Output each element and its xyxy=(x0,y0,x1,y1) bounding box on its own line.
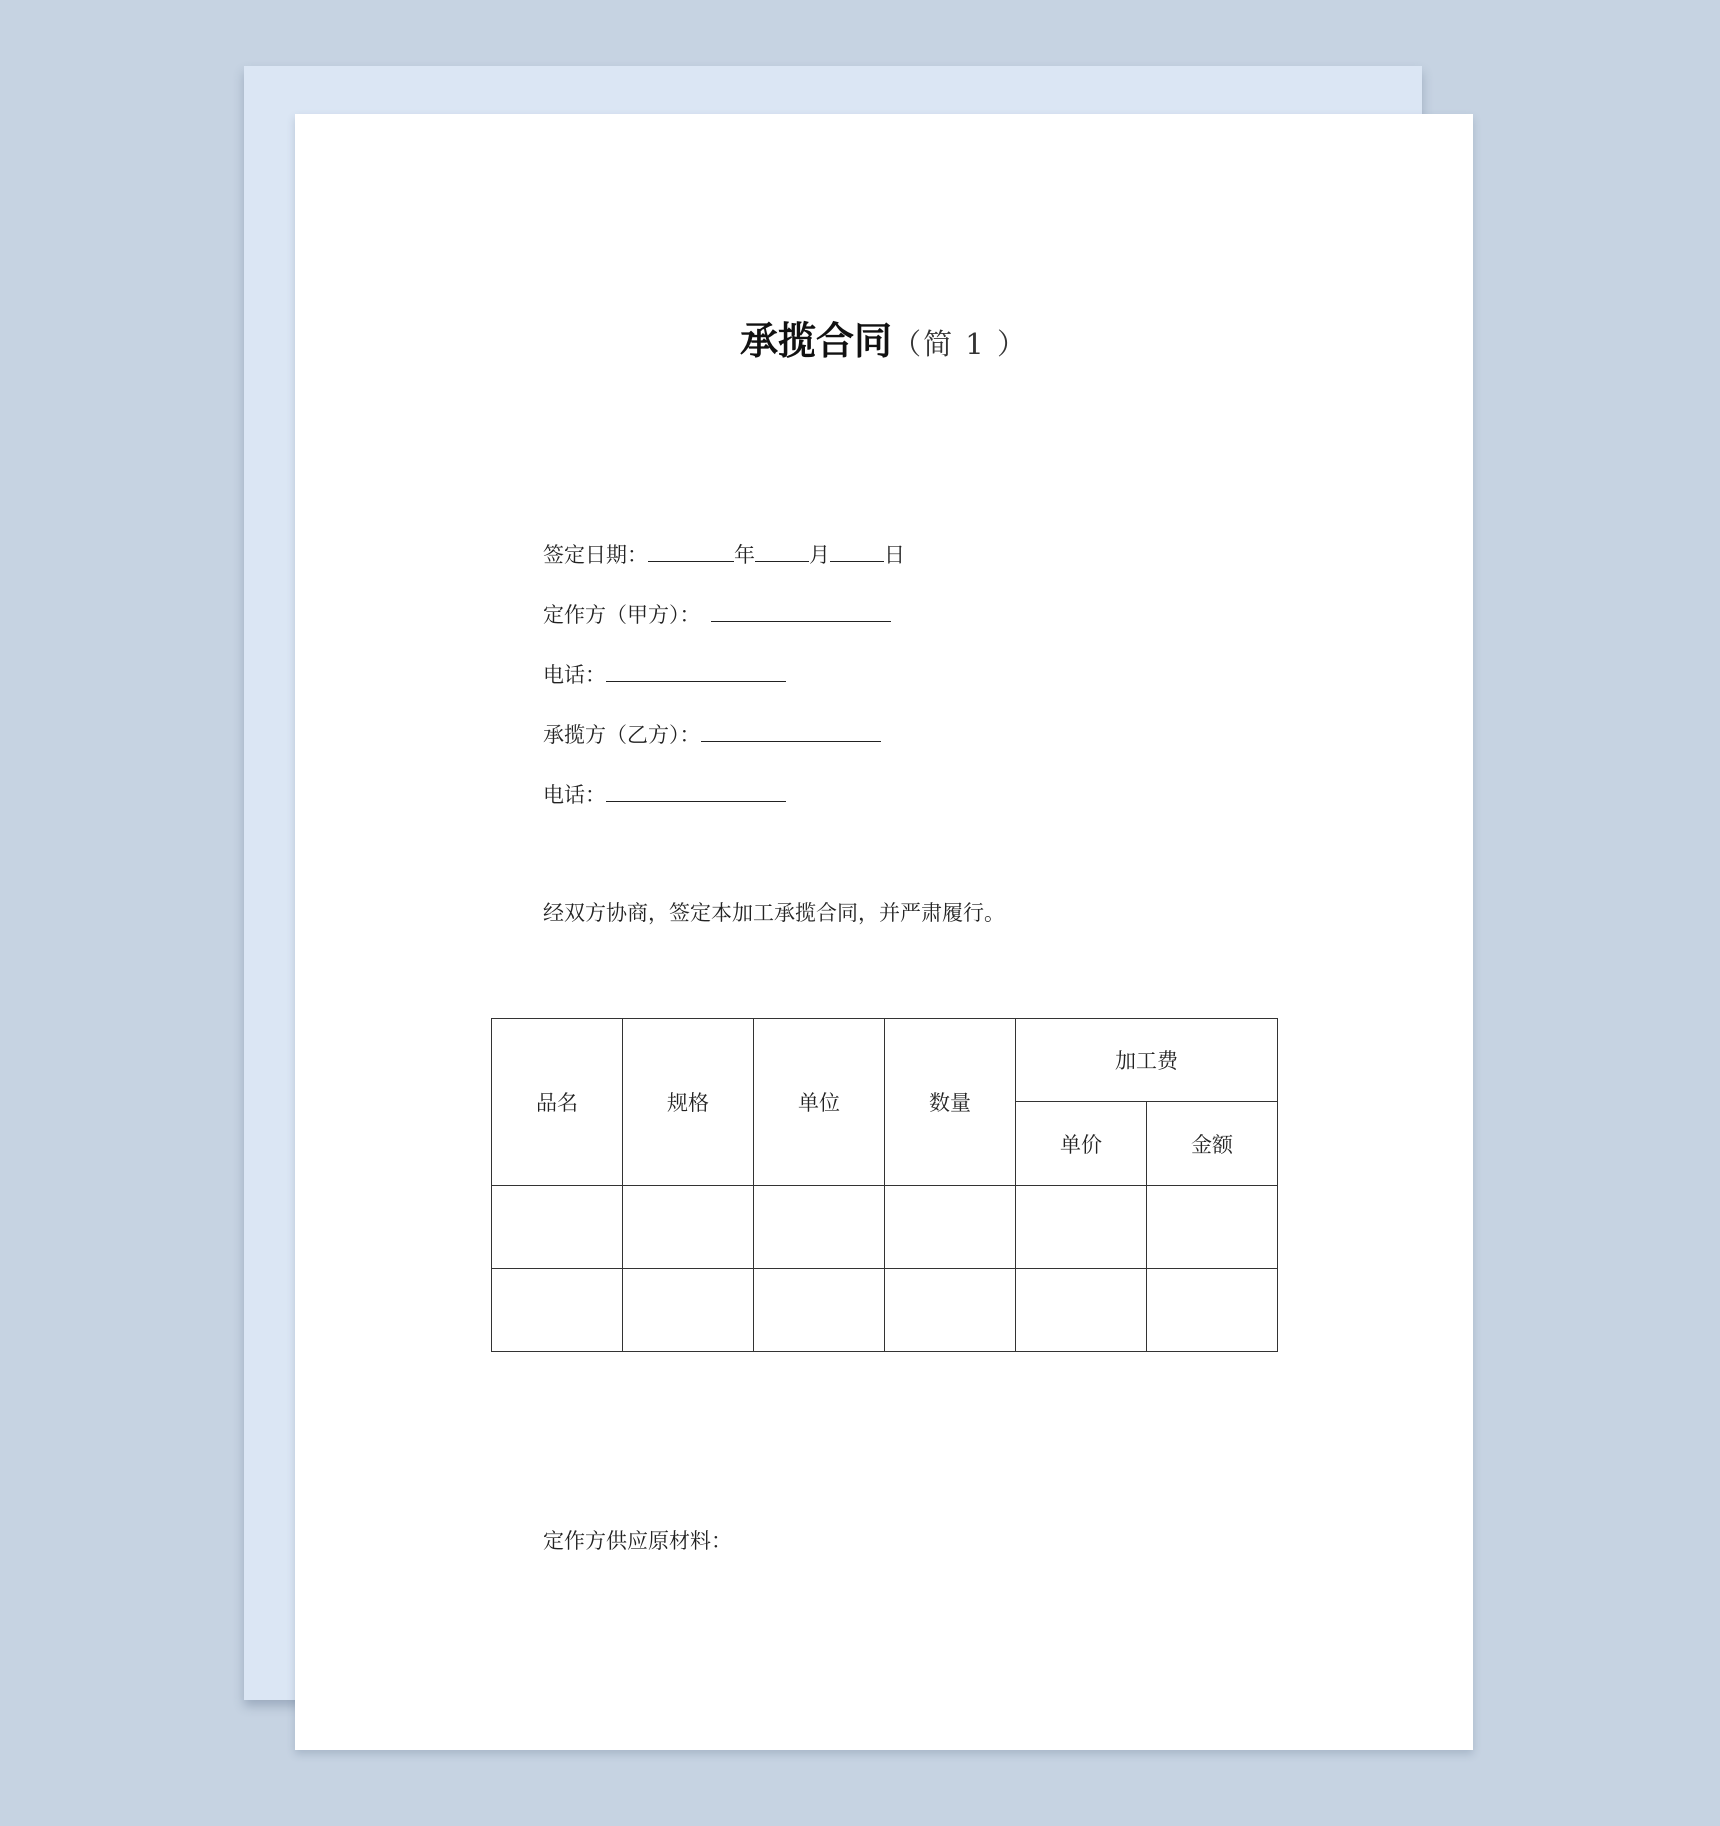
table-header-row xyxy=(492,1019,1278,1102)
header-amount: 金额 xyxy=(1147,1102,1278,1186)
year-label: 年 xyxy=(734,543,755,567)
party-b-phone-blank[interactable] xyxy=(606,779,786,802)
table-cell[interactable] xyxy=(492,1186,623,1269)
header-quantity: 数量 xyxy=(885,1019,1016,1186)
table-cell[interactable] xyxy=(492,1269,623,1352)
document-page xyxy=(295,114,1473,1750)
table-row xyxy=(492,1186,1278,1269)
table-cell[interactable] xyxy=(885,1186,1016,1269)
party-a-blank[interactable] xyxy=(711,599,891,622)
title-sub: （简 1 ） xyxy=(892,327,1028,361)
table-cell[interactable] xyxy=(623,1186,754,1269)
sign-date-label: 签定日期： xyxy=(543,543,648,567)
party-b-label: 承揽方（乙方）： xyxy=(543,723,701,747)
party-b-phone-line xyxy=(543,779,786,809)
table-cell[interactable] xyxy=(1016,1269,1147,1352)
table-cell[interactable] xyxy=(1016,1186,1147,1269)
table-cell[interactable] xyxy=(754,1186,885,1269)
party-a-line xyxy=(543,599,891,629)
title-main: 承揽合同 xyxy=(740,319,893,363)
party-a-phone-blank[interactable] xyxy=(606,659,786,682)
party-b-phone-label: 电话： xyxy=(543,783,606,807)
party-b-line xyxy=(543,719,881,749)
party-a-phone-label: 电话： xyxy=(543,663,606,687)
document-title xyxy=(295,310,1473,365)
party-a-phone-line xyxy=(543,659,786,689)
table-cell[interactable] xyxy=(885,1269,1016,1352)
header-unit: 单位 xyxy=(754,1019,885,1186)
month-label: 月 xyxy=(809,543,830,567)
party-b-blank[interactable] xyxy=(701,719,881,742)
header-processing-fee: 加工费 xyxy=(1016,1019,1278,1102)
materials-label: 定作方供应原材料： xyxy=(543,1529,732,1553)
header-unit-price: 单价 xyxy=(1016,1102,1147,1186)
sign-date-line xyxy=(543,539,905,569)
contract-table xyxy=(491,1018,1278,1352)
day-blank[interactable] xyxy=(830,539,884,562)
header-product-name: 品名 xyxy=(492,1019,623,1186)
table-cell[interactable] xyxy=(623,1269,754,1352)
party-a-label: 定作方（甲方）： xyxy=(543,603,701,627)
intro-paragraph: 经双方协商，签定本加工承揽合同，并严肃履行。 xyxy=(543,901,1005,925)
table-cell[interactable] xyxy=(1147,1269,1278,1352)
header-spec: 规格 xyxy=(623,1019,754,1186)
table-row xyxy=(492,1269,1278,1352)
year-blank[interactable] xyxy=(648,539,734,562)
month-blank[interactable] xyxy=(755,539,809,562)
table-cell[interactable] xyxy=(754,1269,885,1352)
table-cell[interactable] xyxy=(1147,1186,1278,1269)
day-label: 日 xyxy=(884,543,905,567)
